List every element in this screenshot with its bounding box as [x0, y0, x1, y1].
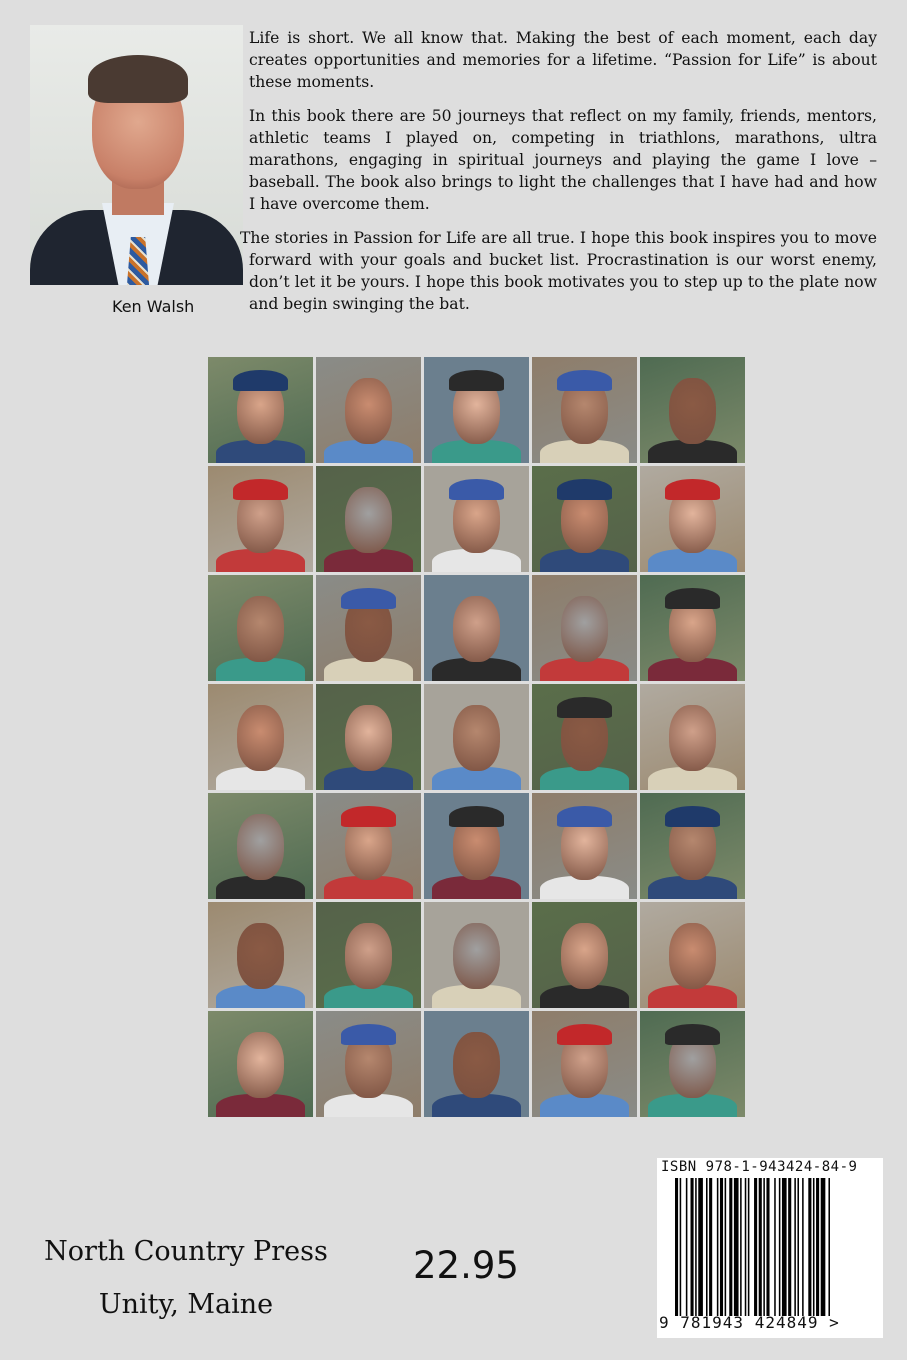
- collage-photo: [532, 793, 637, 899]
- barcode-bar: [706, 1178, 708, 1316]
- barcode-bar: [691, 1178, 694, 1316]
- barcode-bar: [779, 1178, 781, 1316]
- collage-photo: [424, 575, 529, 681]
- photo-collage: [208, 357, 745, 1120]
- collage-photo: [208, 684, 313, 790]
- collage-photo: [208, 902, 313, 1008]
- barcode-bar: [725, 1178, 727, 1316]
- barcode-bar: [759, 1178, 762, 1316]
- collage-photo: [424, 1011, 529, 1117]
- blurb-paragraph: The stories in Passion for Life are all true. I hope this book inspires you to move forward with your goals and bucket list. Procrastination is our worst enemy, don’t let it be yours. I hope this book motivates you to step up to the plate now and begin swinging the bat.: [240, 229, 877, 313]
- collage-row: [208, 575, 745, 681]
- barcode-bar: [774, 1178, 776, 1316]
- collage-photo: [316, 793, 421, 899]
- barcode-bar: [788, 1178, 791, 1316]
- author-photo: [30, 25, 243, 285]
- barcode-bar: [808, 1178, 811, 1316]
- collage-photo: [640, 466, 745, 572]
- barcode-bar: [745, 1178, 747, 1316]
- blurb-paragraph: Life is short. We all know that. Making the best of each moment, each day creates opportunities and memories for a lifetime. “Passion for Life” is about these moments.: [249, 29, 877, 91]
- barcode-bar: [734, 1178, 739, 1316]
- price: 22.95: [413, 1244, 519, 1287]
- collage-photo: [532, 902, 637, 1008]
- barcode-bar: [782, 1178, 787, 1316]
- collage-photo: [208, 466, 313, 572]
- barcode-bar: [754, 1178, 757, 1316]
- barcode-bar: [797, 1178, 799, 1316]
- barcode-bar: [828, 1178, 830, 1316]
- publisher-name: North Country Press: [44, 1236, 328, 1267]
- barcode-bar: [748, 1178, 750, 1316]
- barcode-bar: [675, 1178, 678, 1316]
- collage-photo: [640, 1011, 745, 1117]
- barcode-bar: [686, 1178, 688, 1316]
- barcode-digits: 9 781943 424849 >: [659, 1313, 840, 1332]
- collage-photo: [316, 357, 421, 463]
- collage-photo: [208, 575, 313, 681]
- collage-row: [208, 1011, 745, 1117]
- collage-photo: [424, 793, 529, 899]
- barcode-bar: [695, 1178, 697, 1316]
- publisher-location: Unity, Maine: [98, 1289, 274, 1320]
- collage-photo: [640, 793, 745, 899]
- blurb-text: [240, 27, 877, 327]
- barcode-bar: [766, 1178, 769, 1316]
- barcode-bar: [794, 1178, 796, 1316]
- collage-photo: [532, 357, 637, 463]
- collage-photo: [640, 575, 745, 681]
- collage-photo: [316, 575, 421, 681]
- blurb-paragraph: In this book there are 50 journeys that reflect on my family, friends, mentors, athletic teams I played on, competing in triathlons, marathons, ultra marathons, engaging in spiritual journeys and playing the game I love – baseball. The book also brings to light the challenges that I have had and how I have overcome them.: [249, 107, 877, 213]
- publisher-block: [30, 1225, 342, 1331]
- collage-photo: [208, 1011, 313, 1117]
- collage-photo: [532, 1011, 637, 1117]
- collage-photo: [424, 684, 529, 790]
- isbn-barcode: [657, 1158, 883, 1338]
- barcode-bar: [709, 1178, 712, 1316]
- barcode-bar: [802, 1178, 804, 1316]
- collage-photo: [208, 793, 313, 899]
- collage-photo: [424, 902, 529, 1008]
- collage-photo: [532, 575, 637, 681]
- barcode-bar: [720, 1178, 723, 1316]
- collage-photo: [316, 684, 421, 790]
- collage-photo: [532, 466, 637, 572]
- barcode-bar: [729, 1178, 732, 1316]
- barcode-bar: [816, 1178, 819, 1316]
- barcode-bar: [717, 1178, 719, 1316]
- collage-photo: [640, 357, 745, 463]
- barcode-bar: [813, 1178, 815, 1316]
- collage-photo: [424, 466, 529, 572]
- collage-photo: [208, 357, 313, 463]
- barcode-bars: [675, 1178, 873, 1316]
- collage-photo: [316, 902, 421, 1008]
- isbn-label: ISBN 978-1-943424-84-9: [661, 1159, 858, 1175]
- collage-photo: [316, 1011, 421, 1117]
- collage-photo: [640, 684, 745, 790]
- collage-photo: [316, 466, 421, 572]
- barcode-bar: [680, 1178, 682, 1316]
- barcode-bar: [698, 1178, 703, 1316]
- collage-row: [208, 793, 745, 899]
- collage-photo: [640, 902, 745, 1008]
- collage-row: [208, 357, 745, 463]
- barcode-bar: [740, 1178, 742, 1316]
- collage-row: [208, 684, 745, 790]
- collage-photo: [532, 684, 637, 790]
- barcode-bar: [821, 1178, 826, 1316]
- collage-row: [208, 466, 745, 572]
- collage-row: [208, 902, 745, 1008]
- barcode-bar: [763, 1178, 765, 1316]
- collage-photo: [424, 357, 529, 463]
- author-caption: Ken Walsh: [112, 297, 195, 316]
